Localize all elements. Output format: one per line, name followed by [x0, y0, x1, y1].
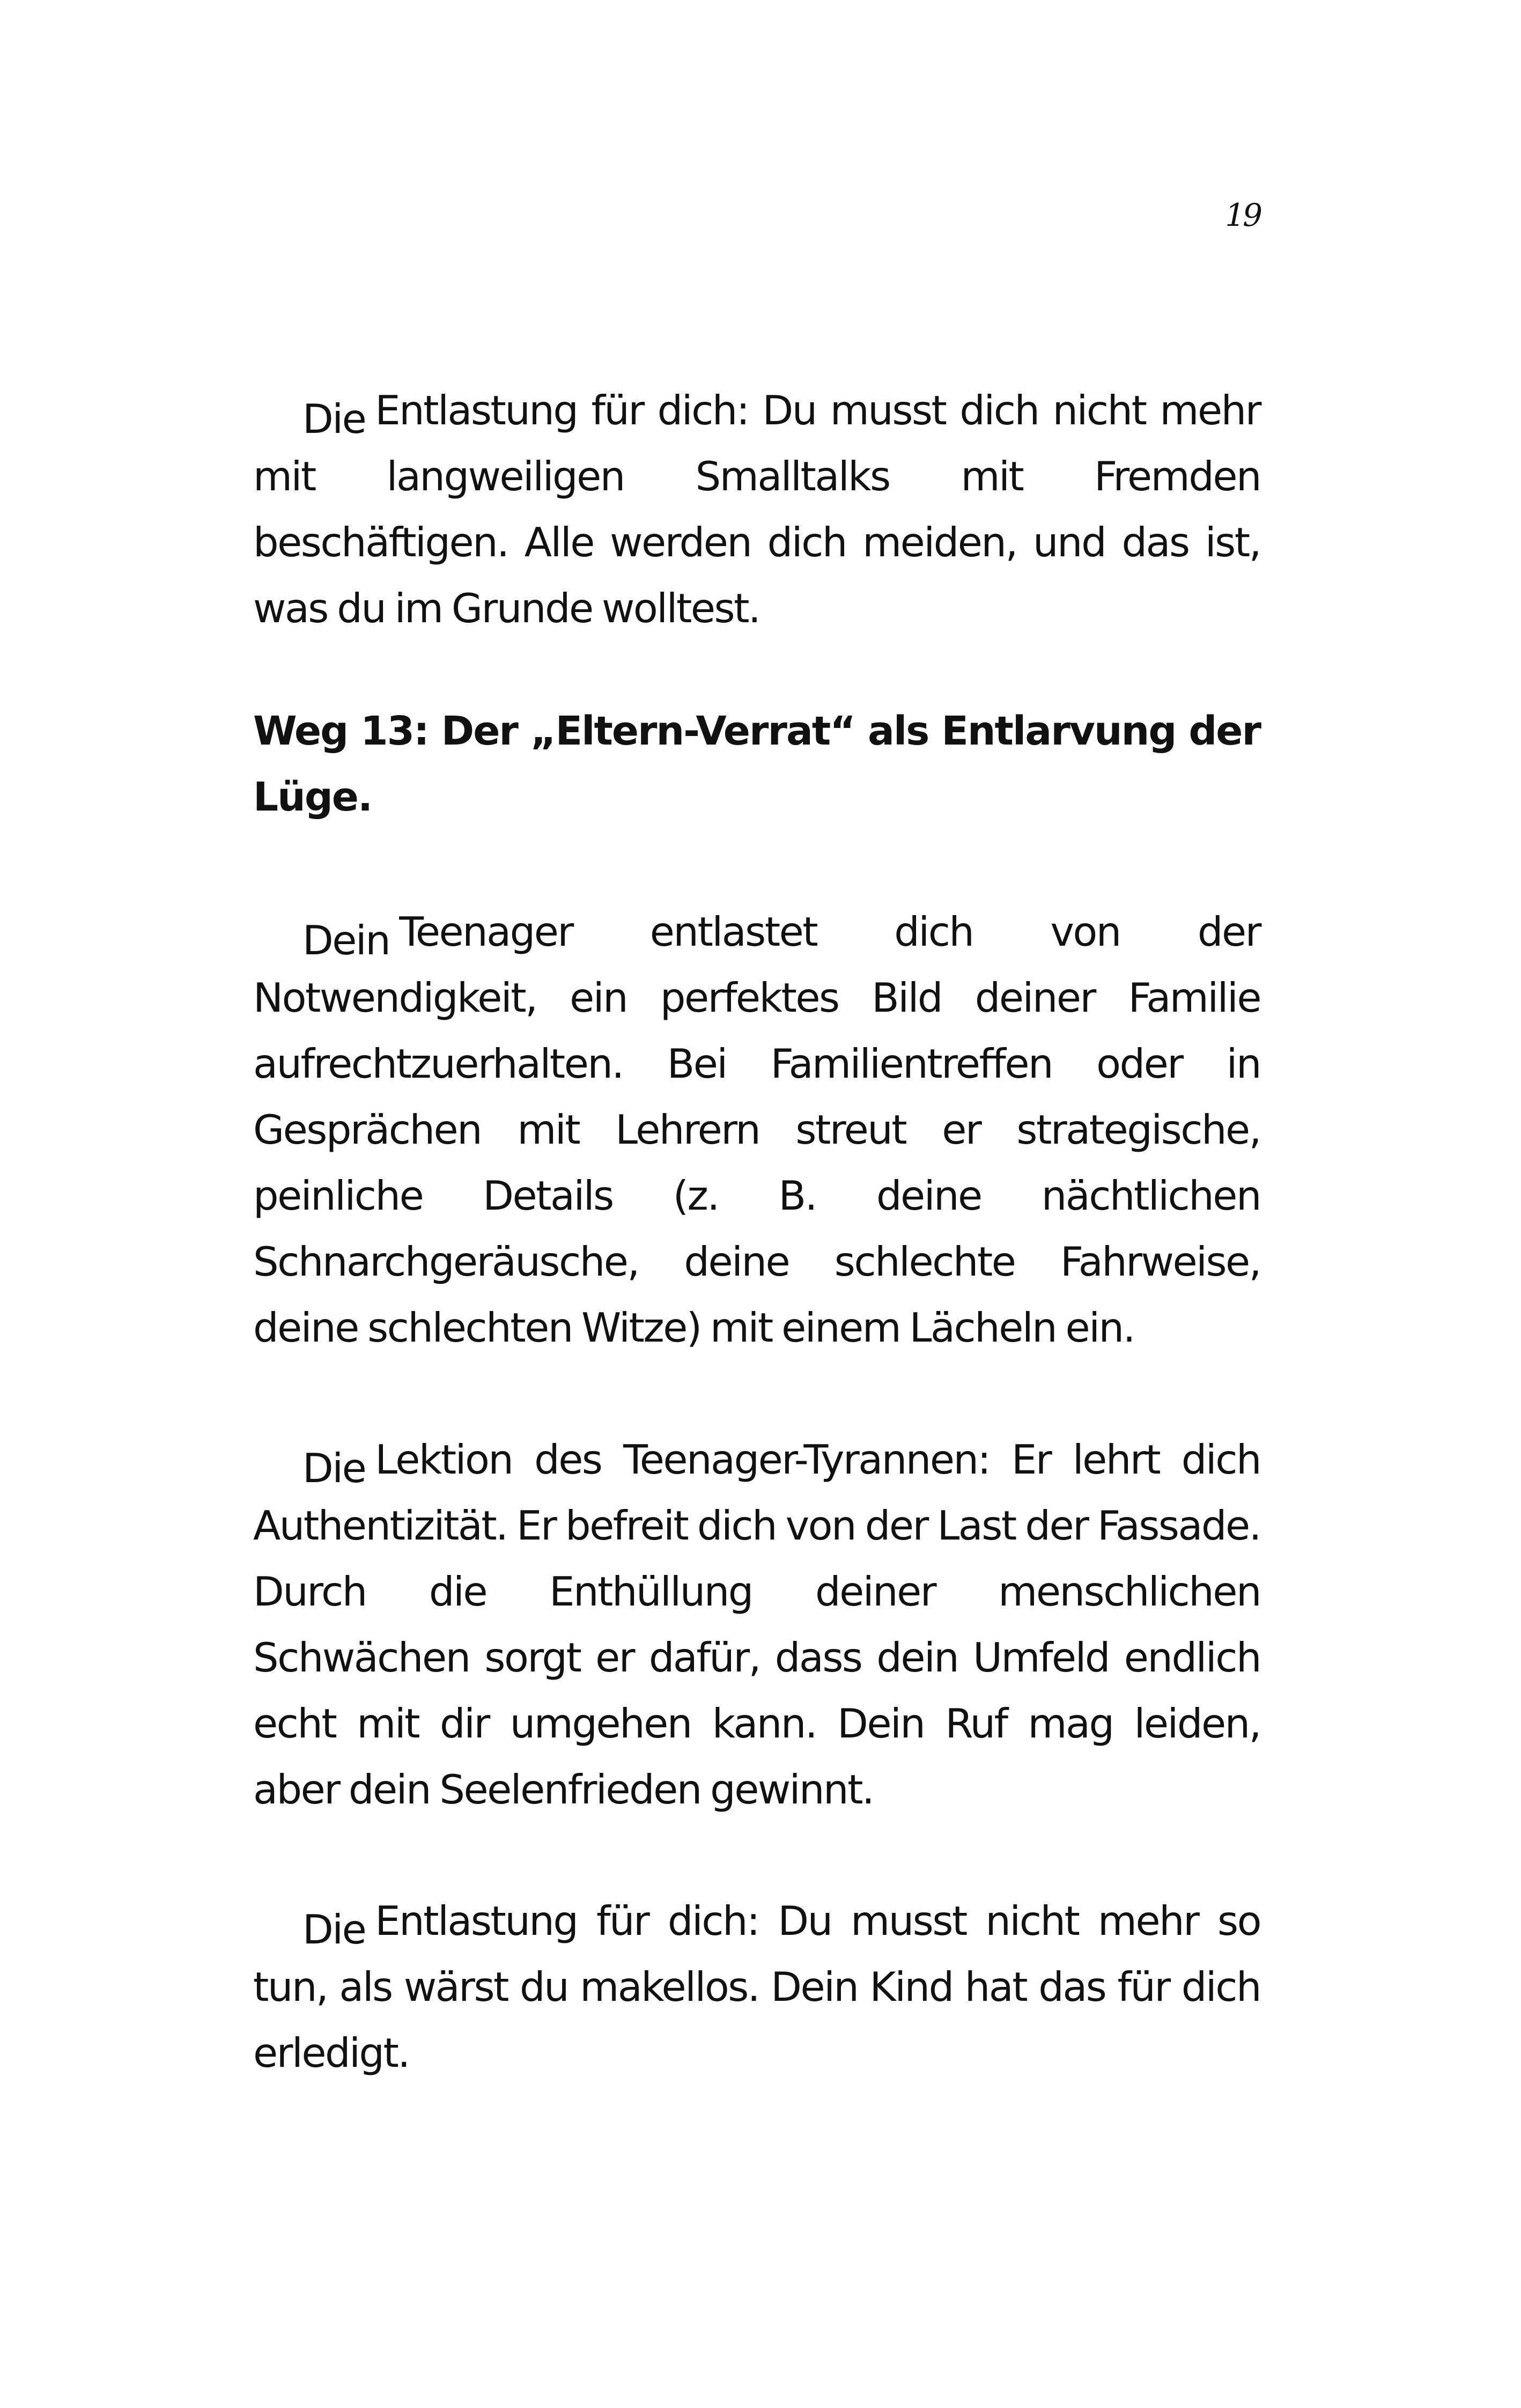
paragraph-text: [253, 899, 1260, 1361]
paragraph-entlastung-makellos: [253, 1888, 1260, 2086]
paragraph-lead-word: Die: [302, 1445, 366, 1492]
paragraph-entlastung-smalltalk: [253, 378, 1260, 642]
paragraph-text: [253, 1888, 1260, 2086]
paragraph-body: Entlastung für dich: Du musst nicht mehr so tun, als wärst du makellos. Dein Kind hat das für dich erledigt.: [253, 1897, 1260, 2076]
paragraph-lektion-authentizitaet: [253, 1427, 1260, 1823]
paragraph-lead-word: Dein: [302, 917, 390, 964]
page-number: 19: [1225, 197, 1260, 233]
paragraph-body: Lektion des Teenager-Tyrannen: Er lehrt dich Authentizität. Er befreit dich von der Last der Fassade. Durch die Enthüllung deiner menschlichen Schwächen sorgt er dafür, dass dein Umfeld endlich echt mit dir umgehen kann. Dein Ruf mag leiden, aber dein Seelenfrieden gewinnt.: [253, 1436, 1260, 1813]
paragraph-body: Entlastung für dich: Du musst dich nicht mehr mit langweiligen Smalltalks mit Fremden beschäftigen. Alle werden dich meiden, und das ist, was du im Grunde wolltest.: [253, 387, 1260, 632]
paragraph-text: [253, 1427, 1260, 1823]
paragraph-lead-word: Die: [302, 395, 366, 443]
paragraph-teenager-details: [253, 899, 1260, 1361]
section-heading: Weg 13: Der „Eltern-Verrat“ als Entlarvung der Lüge.: [253, 708, 1260, 820]
paragraph-text: [253, 378, 1260, 642]
section-heading-weg-13: [253, 698, 1260, 830]
paragraph-body: Teenager entlastet dich von der Notwendigkeit, ein perfektes Bild deiner Familie aufrechtzuerhalten. Bei Familientreffen oder in Gesprächen mit Lehrern streut er strategische, peinliche Details (z. B. deine nächtlichen Schnarchgeräusche, deine schlechte Fahrweise, deine schlechten Witze) mit einem Lächeln ein.: [253, 908, 1260, 1351]
paragraph-lead-word: Die: [302, 1906, 366, 1953]
